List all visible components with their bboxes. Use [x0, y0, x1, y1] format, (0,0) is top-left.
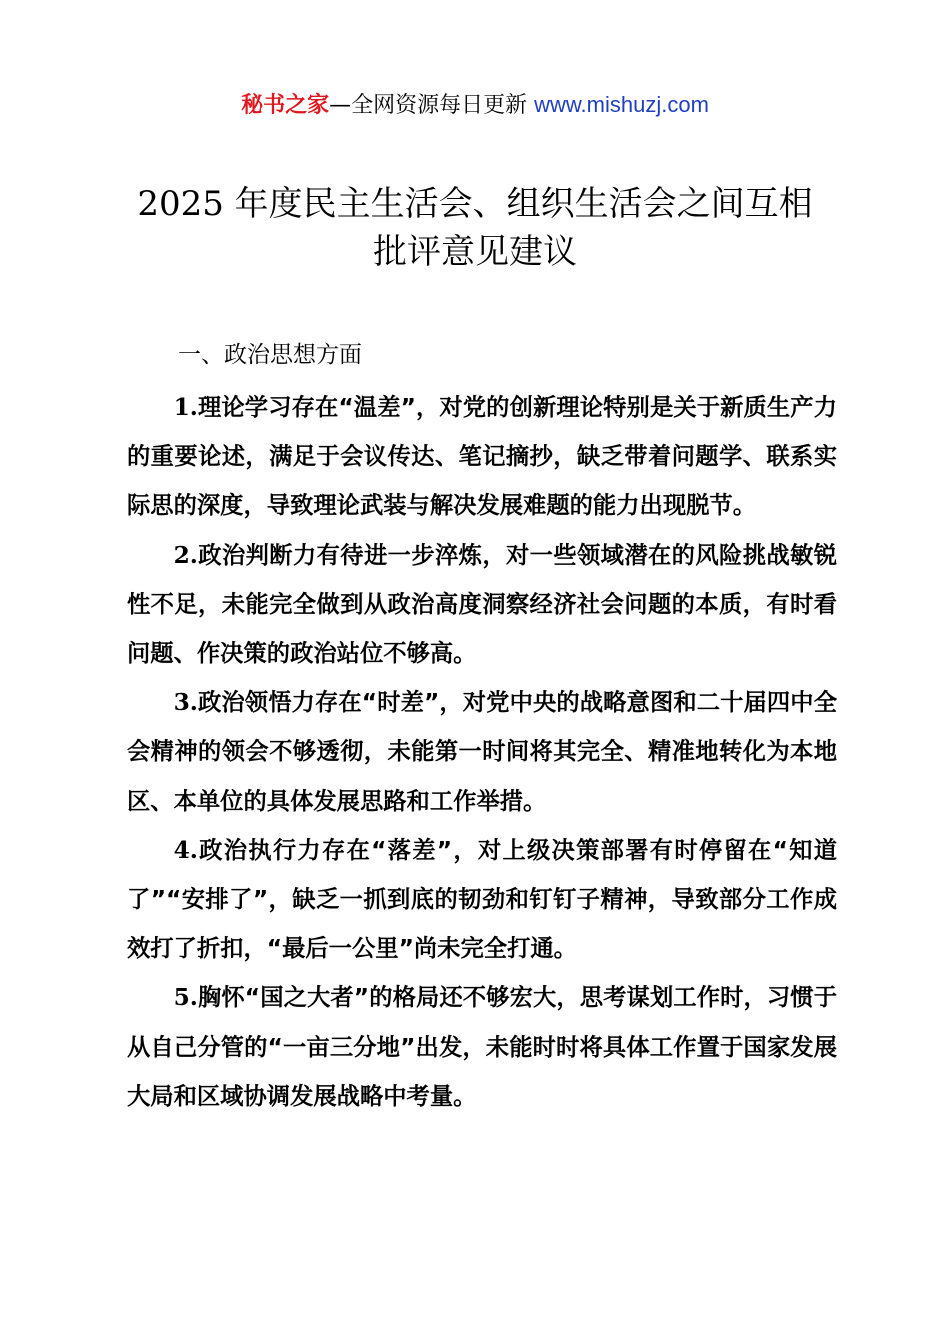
site-url-link[interactable]: www.mishuzj.com [534, 92, 709, 117]
document-title [0, 180, 950, 276]
site-tagline: —全网资源每日更新 [329, 93, 535, 118]
list-item [127, 678, 837, 826]
item-text: 政治判断力有待进一步淬炼，对一些领域潜在的风险挑战敏锐性不足，未能完全做到从政治高度洞察经济社会问题的本质，有时看问题、作决策的政治站位不够高。 [127, 541, 837, 668]
item-number: 3. [173, 689, 198, 717]
item-text: 政治领悟力存在“时差”，对党中央的战略意图和二十届四中全会精神的领会不够透彻，未能第一时间将其完全、精准地转化为本地区、本单位的具体发展思路和工作举措。 [127, 689, 837, 815]
list-item [127, 383, 837, 531]
item-text: 胸怀“国之大者”的格局还不够宏大，思考谋划工作时，习惯于从自己分管的“一亩三分地”出发，未能时时将具体工作置于国家发展大局和区域协调发展战略中考量。 [127, 984, 837, 1110]
list-item [127, 531, 837, 679]
item-number: 1. [173, 394, 198, 421]
item-number: 2. [173, 541, 198, 569]
document-body [127, 383, 837, 1121]
document-title-line-1: 2025 年度民主生活会、组织生活会之间互相 [137, 184, 813, 224]
item-text: 理论学习存在“温差”，对党的创新理论特别是关于新质生产力的重要论述，满足于会议传达、笔记摘抄，缺乏带着问题学、联系实际思的深度，导致理论武装与解决发展难题的能力出现脱节。 [127, 394, 837, 520]
list-item [127, 973, 837, 1121]
list-item [127, 826, 837, 974]
site-header [0, 88, 950, 123]
section-heading: 一、政治思想方面 [178, 342, 362, 368]
item-text: 政治执行力存在“落差”，对上级决策部署有时停留在“知道了”“安排了”，缺乏一抓到底的韧劲和钉钉子精神，导致部分工作成效打了折扣，“最后一公里”尚未完全打通。 [127, 836, 837, 963]
site-brand: 秘书之家 [241, 93, 330, 118]
document-title-line-2: 批评意见建议 [373, 232, 577, 272]
item-number: 4. [173, 836, 198, 864]
item-number: 5. [173, 984, 198, 1012]
